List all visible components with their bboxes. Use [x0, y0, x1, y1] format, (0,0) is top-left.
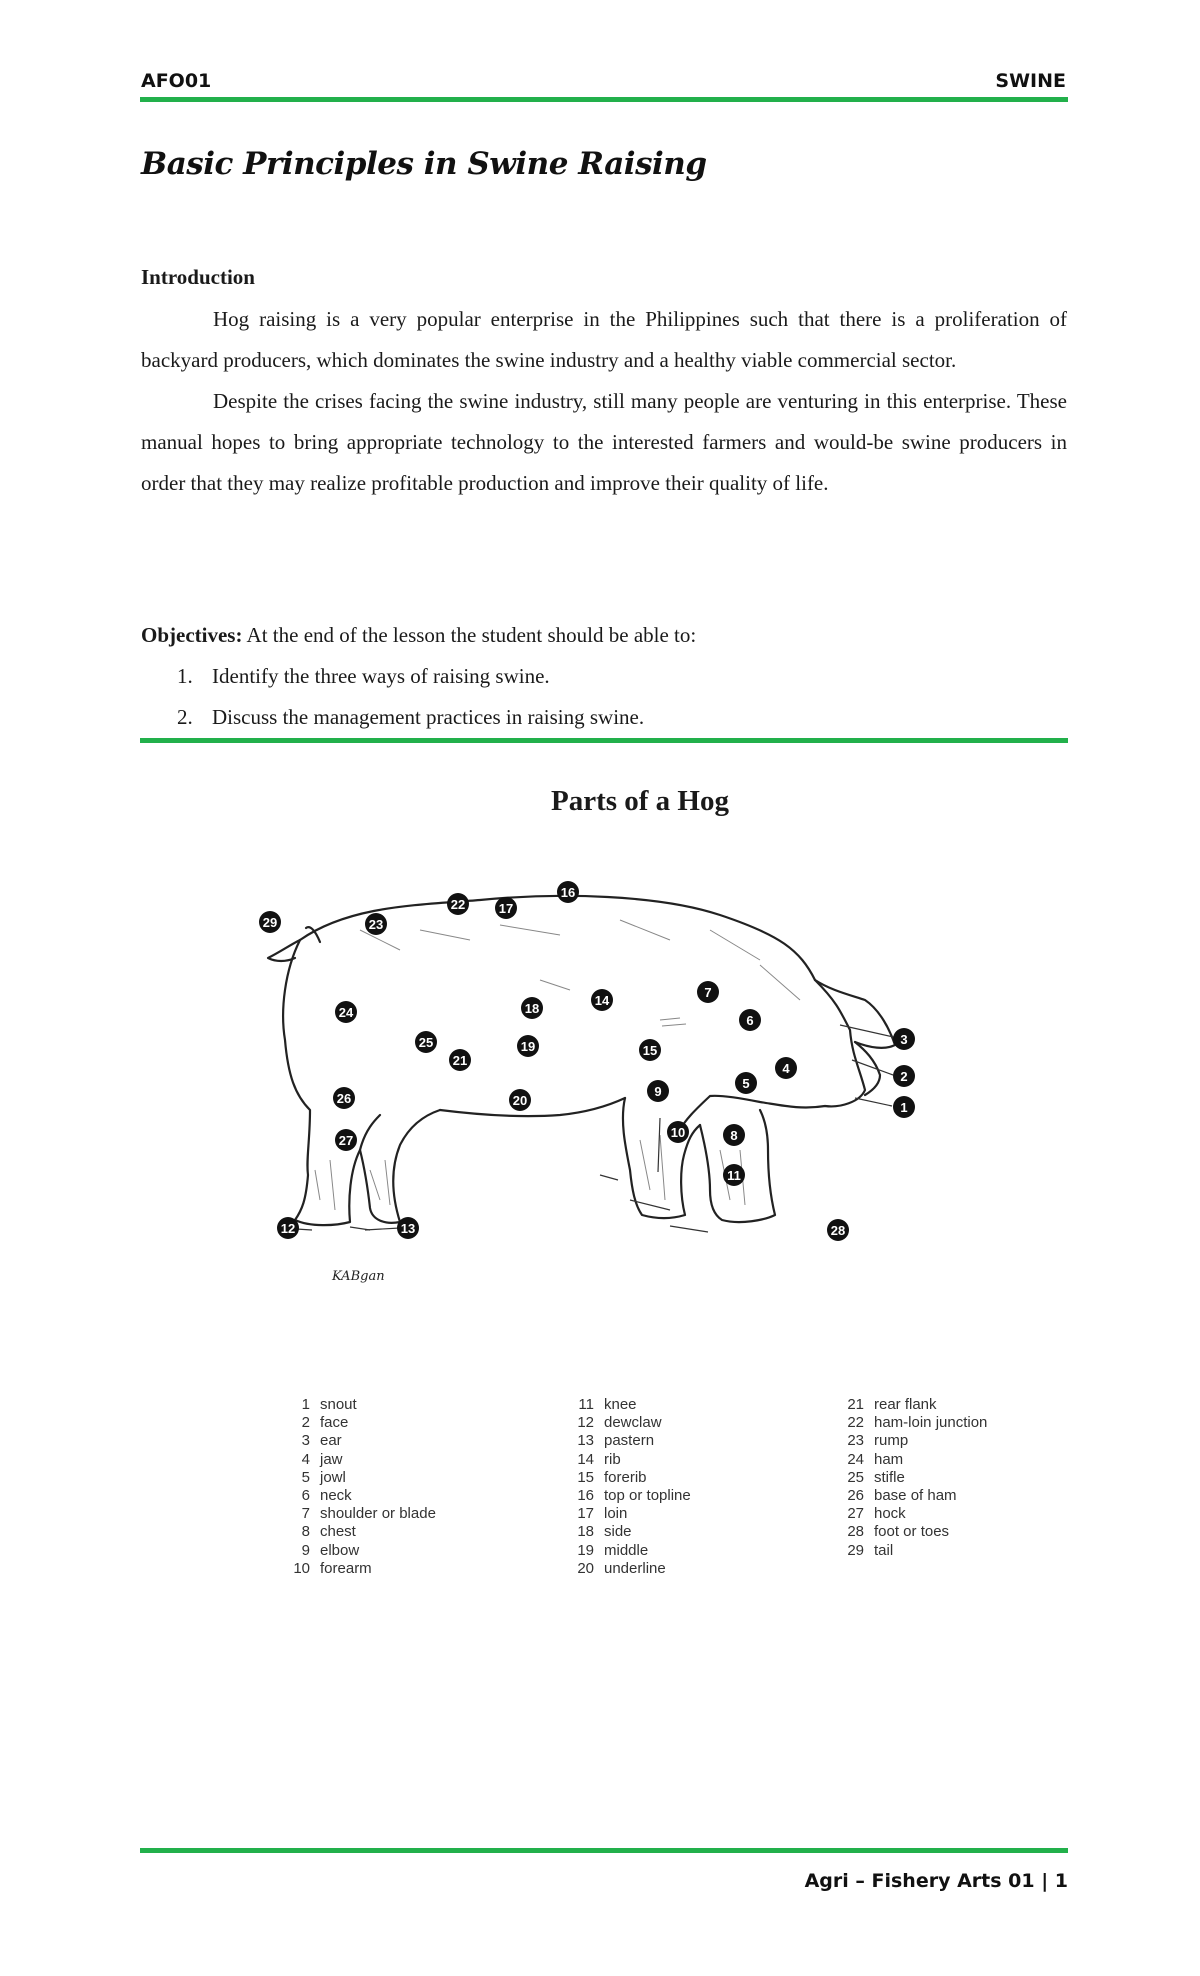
legend-item: 28 foot or toes [847, 1523, 950, 1541]
callout-4: 4 [782, 1061, 790, 1076]
legend-item: 15 forerib [577, 1468, 647, 1486]
callout-5: 5 [742, 1076, 750, 1091]
legend-item: 9 elbow [301, 1541, 360, 1559]
legend-item: 21 rear flank [847, 1396, 937, 1413]
callout-29: 29 [262, 915, 278, 930]
objectives-list [141, 656, 1067, 738]
callout-20: 20 [512, 1093, 528, 1108]
legend-column-1 [288, 1396, 436, 1578]
legend-item: 26 base of ham [847, 1487, 957, 1505]
legend-item: 29 tail [847, 1541, 894, 1559]
callout-25: 25 [418, 1035, 434, 1050]
callout-23: 23 [368, 917, 384, 932]
legend-item: 24 ham [847, 1450, 904, 1468]
header-subject: SWINE [995, 70, 1066, 92]
intro-heading: Introduction [141, 265, 255, 289]
legend-item: 3 ear [301, 1432, 342, 1450]
list-item [141, 656, 1067, 697]
objective-number: 1. [177, 664, 193, 688]
artist-signature: KABgan [332, 1269, 385, 1284]
legend-item: 14 rib [577, 1450, 621, 1468]
callout-14: 14 [594, 993, 610, 1008]
objective-text: Identify the three ways of raising swine. [212, 664, 550, 688]
callout-27: 27 [338, 1133, 354, 1148]
legend-item: 13 pastern [577, 1432, 655, 1450]
legend-column-2 [572, 1396, 691, 1578]
legend-item: 11 knee [578, 1396, 637, 1413]
callout-22: 22 [450, 897, 466, 912]
callout-11: 11 [727, 1168, 741, 1183]
legend-item: 10 forearm [293, 1559, 372, 1577]
legend-item: 23 rump [847, 1432, 909, 1450]
objectives-lead [141, 615, 1067, 656]
legend-item: 17 loin [577, 1505, 628, 1523]
legend-item: 12 dewclaw [577, 1414, 662, 1432]
objectives-section [141, 615, 1067, 738]
callout-2: 2 [900, 1069, 908, 1084]
callout-13: 13 [400, 1221, 416, 1236]
legend-item: 25 stifle [847, 1468, 905, 1486]
callout-21: 21 [452, 1053, 468, 1068]
objective-number: 2. [177, 705, 193, 729]
legend-item: 18 side [577, 1523, 632, 1541]
callout-16: 16 [560, 885, 576, 900]
callout-28: 28 [830, 1223, 846, 1238]
intro-paragraph-1: Hog raising is a very popular enterprise in the Philippines such that there is a proliferation of backyard producers, which dominates the swine industry and a healthy viable commercial sector. [141, 307, 1067, 372]
legend-item: 4 jaw [301, 1450, 343, 1468]
callout-8: 8 [730, 1128, 738, 1143]
callout-18: 18 [524, 1001, 540, 1016]
legend-item: 8 chest [301, 1523, 356, 1541]
header-rule [140, 97, 1068, 102]
callout-9: 9 [654, 1084, 662, 1099]
legend-item: 16 top or topline [577, 1487, 691, 1505]
intro-paragraph-2: Despite the crises facing the swine industry, still many people are venturing in this enterprise. These manual hopes to bring appropriate technology to the interested farmers and would-be swine producers in order that they may realize profitable production and improve their quality of life. [141, 389, 1067, 495]
hog-diagram [240, 870, 1040, 1350]
list-item [141, 697, 1067, 738]
callout-7: 7 [704, 985, 712, 1000]
legend-column-3 [842, 1396, 987, 1560]
page-title: Basic Principles in Swine Raising [141, 146, 707, 182]
objectives-label: Objectives: [141, 623, 243, 647]
callout-6: 6 [746, 1013, 754, 1028]
legend-item: 19 middle [577, 1541, 649, 1559]
callout-17: 17 [498, 901, 514, 916]
legend-item: 20 underline [577, 1559, 666, 1577]
legend-item: 22 ham-loin junction [847, 1414, 988, 1432]
legend-item: 7 shoulder or blade [301, 1505, 436, 1523]
section-rule [140, 738, 1068, 743]
footer-rule [140, 1848, 1068, 1853]
callout-26: 26 [336, 1091, 352, 1106]
callout-24: 24 [338, 1005, 354, 1020]
legend-item: 2 face [301, 1414, 349, 1432]
legend-item: 5 jowl [301, 1468, 346, 1486]
callout-10: 10 [670, 1125, 686, 1140]
callout-19: 19 [520, 1039, 536, 1054]
callout-markers [259, 881, 915, 1241]
intro-body [141, 299, 1067, 504]
legend-item: 27 hock [847, 1505, 906, 1523]
callout-12: 12 [280, 1221, 296, 1236]
objective-text: Discuss the management practices in raising swine. [212, 705, 645, 729]
callout-3: 3 [900, 1032, 908, 1047]
legend-item: 1 snout [301, 1396, 357, 1413]
callout-15: 15 [642, 1043, 658, 1058]
legend-item: 6 neck [301, 1487, 352, 1505]
figure-title: Parts of a Hog [551, 785, 729, 817]
callout-1: 1 [900, 1100, 908, 1115]
objectives-intro: At the end of the lesson the student should be able to: [242, 623, 697, 647]
header-course-code: AFO01 [141, 70, 212, 92]
footer-page-label: Agri – Fishery Arts 01 | 1 [804, 1870, 1068, 1892]
